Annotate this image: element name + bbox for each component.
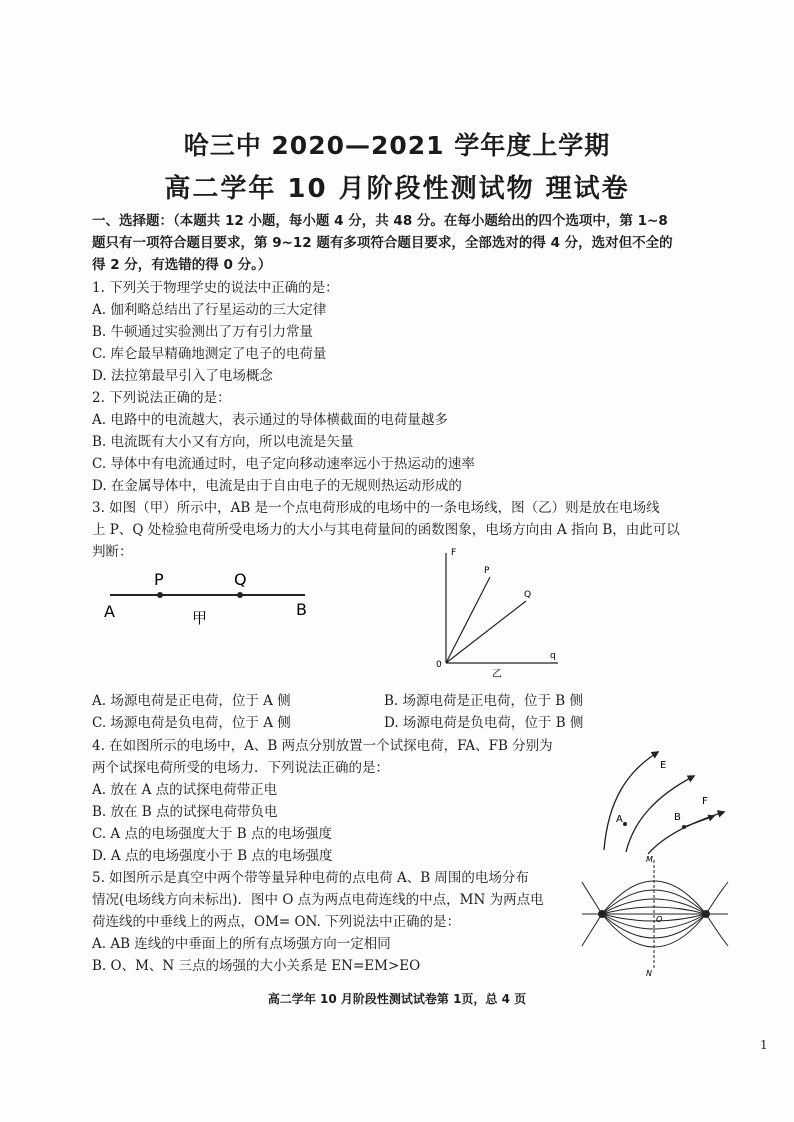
field-line-2 — [626, 776, 694, 852]
caption-yi: 乙 — [492, 669, 502, 680]
label-n: N — [646, 969, 652, 978]
exam-title: 哈三中 2020—2021 学年度上学期 — [183, 131, 611, 160]
charge-a — [598, 910, 606, 918]
q4-option-c: C. A 点的电场强度大于 B 点的电场强度 — [92, 826, 332, 842]
q1-option-d: D. 法拉第最早引入了电场概念 — [92, 368, 273, 384]
q3-option-b: B. 场源电荷是正电荷，位于 B 侧 — [384, 693, 584, 709]
q3-option-a: A. 场源电荷是正电荷，位于 A 侧 — [92, 693, 291, 709]
section-instruction-1: 一、选择题：（本题共 12 小题，每小题 4 分，共 48 分。在每小题给出的四个选项中，第 1~8 — [92, 213, 668, 229]
dipole-outer-left-2 — [582, 914, 602, 946]
q5-option-a: A. AB 连线的中垂面上的所有点场强方向一定相同 — [92, 936, 391, 952]
q4-figure — [598, 742, 728, 854]
point-p-dot — [157, 592, 163, 598]
q2-stem: 2. 下列说法正确的是： — [92, 390, 231, 406]
dipole-outer-right-2 — [706, 914, 728, 946]
dipole-outer-right-1 — [706, 882, 728, 914]
q2-option-d: D. 在金属导体中，电流是由于自由电子的无规则热运动形成的 — [92, 478, 462, 494]
q5-figure — [580, 852, 730, 982]
q3-option-d: D. 场源电荷是负电荷，位于 B 侧 — [384, 715, 584, 731]
charge-b — [702, 910, 710, 918]
label-m: M — [646, 855, 653, 864]
line-label-p: P — [484, 566, 490, 576]
section-instruction-3: 得 2 分，有选错的得 0 分。） — [92, 257, 272, 273]
q4-option-d: D. A 点的电场强度小于 B 点的电场强度 — [92, 848, 333, 864]
q3-figure-jia — [100, 565, 330, 635]
field-line-3 — [648, 812, 724, 854]
q1-option-c: C. 库仑最早精确地测定了电子的电荷量 — [92, 346, 327, 362]
q1-option-a: A. 伽利略总结出了行星运动的三大定律 — [92, 302, 327, 318]
q2-option-a: A. 电路中的电流越大，表示通过的导体横截面的电荷量越多 — [92, 412, 448, 428]
label-a: A — [104, 602, 115, 621]
q4-stem-2: 两个试探电荷所受的电场力．下列说法正确的是： — [92, 760, 389, 776]
q5-stem-3: 荷连线的中垂线上的两点，OM= ON. 下列说法中正确的是： — [92, 914, 461, 930]
q2-option-b: B. 电流既有大小又有方向，所以电流是矢量 — [92, 434, 354, 450]
section-instruction-2: 题只有一项符合题目要求，第 9~12 题有多项符合题目要求，全部选对的得 4 分，选对但不全的 — [92, 235, 673, 251]
page-footer: 高二学年 10 月阶段性测试试卷第 1页，总 4 页 — [267, 992, 527, 1006]
field-line-1 — [604, 752, 658, 850]
q1-stem: 1. 下列关于物理学史的说法中正确的是： — [92, 280, 339, 296]
q3-stem-3: 判断： — [92, 544, 133, 560]
q5-stem-1: 5. 如图所示是真空中两个带等量异种电荷的点电荷 A、B 周围的电场分布 — [92, 870, 529, 886]
label-p: P — [154, 570, 164, 589]
origin-label: 0 — [436, 660, 442, 670]
page-number: 1 — [760, 1038, 768, 1052]
q1-option-b: B. 牛顿通过实验测出了万有引力常量 — [92, 324, 314, 340]
line-label-q: Q — [524, 590, 532, 600]
axis-label-f: F — [451, 548, 457, 558]
label-q: Q — [234, 570, 247, 589]
dipole-outer-left-1 — [582, 882, 602, 914]
q3-stem-1: 3. 如图（甲）所示中，AB 是一个点电荷形成的电场中的一条电场线，图（乙）则是放在电场线 — [92, 500, 660, 516]
line-q — [446, 601, 526, 663]
label-o: O — [656, 915, 663, 924]
force-arrow-b — [684, 816, 714, 827]
label-b: B — [674, 812, 681, 823]
q5-option-b: B. O、M、N 三点的场强的大小关系是 EN=EM>EO — [92, 958, 421, 974]
label-e: E — [660, 760, 667, 771]
label-f: F — [702, 796, 708, 807]
caption-jia: 甲 — [192, 609, 208, 627]
line-p — [446, 577, 490, 663]
axis-label-q: q — [550, 651, 556, 661]
q2-option-c: C. 导体中有电流通过时，电子定向移动速率远小于热运动的速率 — [92, 456, 475, 472]
point-a-dot — [623, 822, 627, 826]
label-b: B — [296, 600, 307, 619]
q3-stem-2: 上 P、Q 处检验电荷所受电场力的大小与其电荷量间的函数图象，电场方向由 A 指向 B，由此可以 — [92, 522, 680, 538]
q4-option-b: B. 放在 B 点的试探电荷带负电 — [92, 804, 278, 820]
q4-option-a: A. 放在 A 点的试探电荷带正电 — [92, 782, 278, 798]
q4-stem-1: 4. 在如图所示的电场中，A、B 两点分别放置一个试探电荷，FA、FB 分别为 — [92, 738, 553, 754]
label-a: A — [616, 814, 623, 825]
q3-option-c: C. 场源电荷是负电荷，位于 A 侧 — [92, 715, 291, 731]
exam-subtitle: 高二学年 10 月阶段性测试物 理试卷 — [164, 174, 630, 204]
q3-figure-yi — [432, 545, 562, 685]
point-q-dot — [237, 592, 243, 598]
q5-stem-2: 情况(电场线方向未标出)．图中 O 点为两点电荷连线的中点，MN 为两点电 — [92, 892, 544, 908]
